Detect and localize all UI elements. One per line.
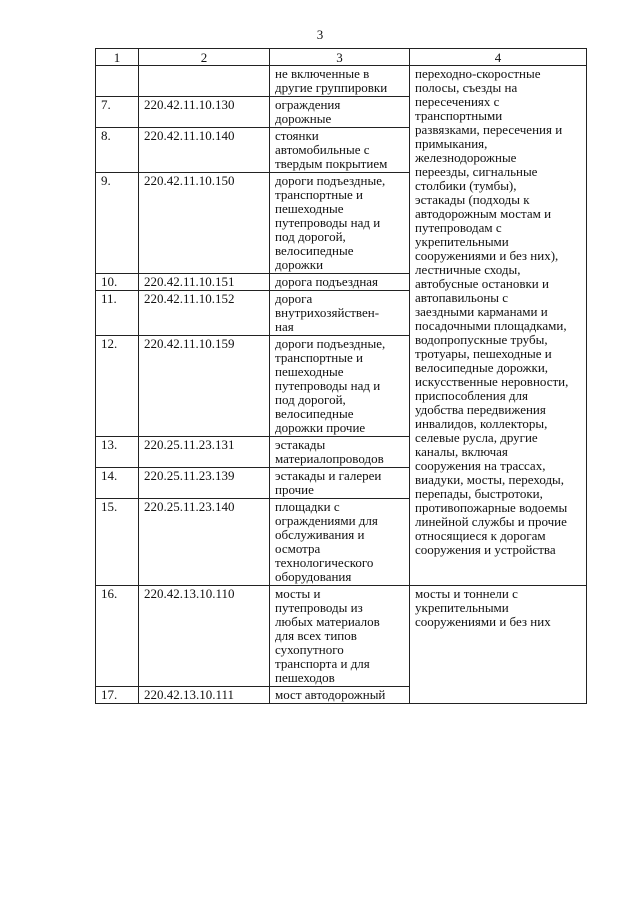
row-number-cell: 10. [96,274,139,291]
row-name-cell: стоянки автомобильные с твердым покрытием [270,128,410,173]
row-name-cell: дорога подъездная [270,274,410,291]
row-name-cell: дороги подъездные, транспортные и пешеходные путепроводы над и под дорогой, велосипедные дорожки [270,173,410,274]
description-cell: переходно-скоростные полосы, съезды на пересечениях с транспортными развязками, пересечения и примыкания, железнодорожные переезды, сигнальные столбики (тумбы), эстакады (подходы к автодорожным мостам и путепроводам с укрепительными сооружениями и без них), лестничные сходы, автобусные остановки и автопавильоны с заездными карманами и посадочными площадками, водопропускные трубы, тротуары, пешеходные и велосипедные дорожки, искусственные неровности, приспособления для удобства передвижения инвалидов, коллекторы, селевые русла, другие каналы, включая сооружения на трассах, виадуки, мосты, переходы, перепады, быстротоки, противопожарные водоемы линейной службы и прочие относящиеся к дорогам сооружения и устройства [410,66,587,586]
row-name-cell: дорога внутрихозяйствен- ная [270,291,410,336]
table-header-row [96,49,587,66]
row-name-cell: эстакады материалопроводов [270,437,410,468]
table-body [96,66,587,704]
column-header-3: 3 [270,49,410,66]
row-name-cell: эстакады и галереи прочие [270,468,410,499]
row-code-cell: 220.42.11.10.150 [139,173,270,274]
row-code-cell: 220.42.13.10.111 [139,687,270,704]
column-header-2: 2 [139,49,270,66]
row-code-cell: 220.42.11.10.152 [139,291,270,336]
row-number-cell [96,66,139,97]
row-code-cell: 220.42.11.10.130 [139,97,270,128]
row-name-cell: дороги подъездные, транспортные и пешеходные путепроводы над и под дорогой, велосипедные дорожки прочие [270,336,410,437]
column-header-4: 4 [410,49,587,66]
row-code-cell: 220.42.11.10.140 [139,128,270,173]
table-row [96,66,587,97]
row-name-cell: площадки с ограждениями для обслуживания и осмотра технологического оборудования [270,499,410,586]
column-header-1: 1 [96,49,139,66]
row-number-cell: 8. [96,128,139,173]
row-number-cell: 7. [96,97,139,128]
classification-table [95,48,587,704]
page-number: 3 [316,27,324,42]
row-number-cell: 16. [96,586,139,687]
row-name-cell: не включенные в другие группировки [270,66,410,97]
row-code-cell: 220.42.11.10.151 [139,274,270,291]
row-number-cell: 9. [96,173,139,274]
row-number-cell: 12. [96,336,139,437]
row-number-cell: 14. [96,468,139,499]
row-code-cell: 220.25.11.23.131 [139,437,270,468]
row-name-cell: мосты и путепроводы из любых материалов для всех типов сухопутного транспорта и для пешеходов [270,586,410,687]
row-code-cell: 220.42.13.10.110 [139,586,270,687]
row-code-cell [139,66,270,97]
row-number-cell: 11. [96,291,139,336]
row-code-cell: 220.25.11.23.139 [139,468,270,499]
row-number-cell: 13. [96,437,139,468]
row-number-cell: 15. [96,499,139,586]
row-number-cell: 17. [96,687,139,704]
row-name-cell: ограждения дорожные [270,97,410,128]
row-name-cell: мост автодорожный [270,687,410,704]
table-row [96,586,587,687]
description-cell: мосты и тоннели с укрепительными сооружениями и без них [410,586,587,704]
row-code-cell: 220.25.11.23.140 [139,499,270,586]
row-code-cell: 220.42.11.10.159 [139,336,270,437]
